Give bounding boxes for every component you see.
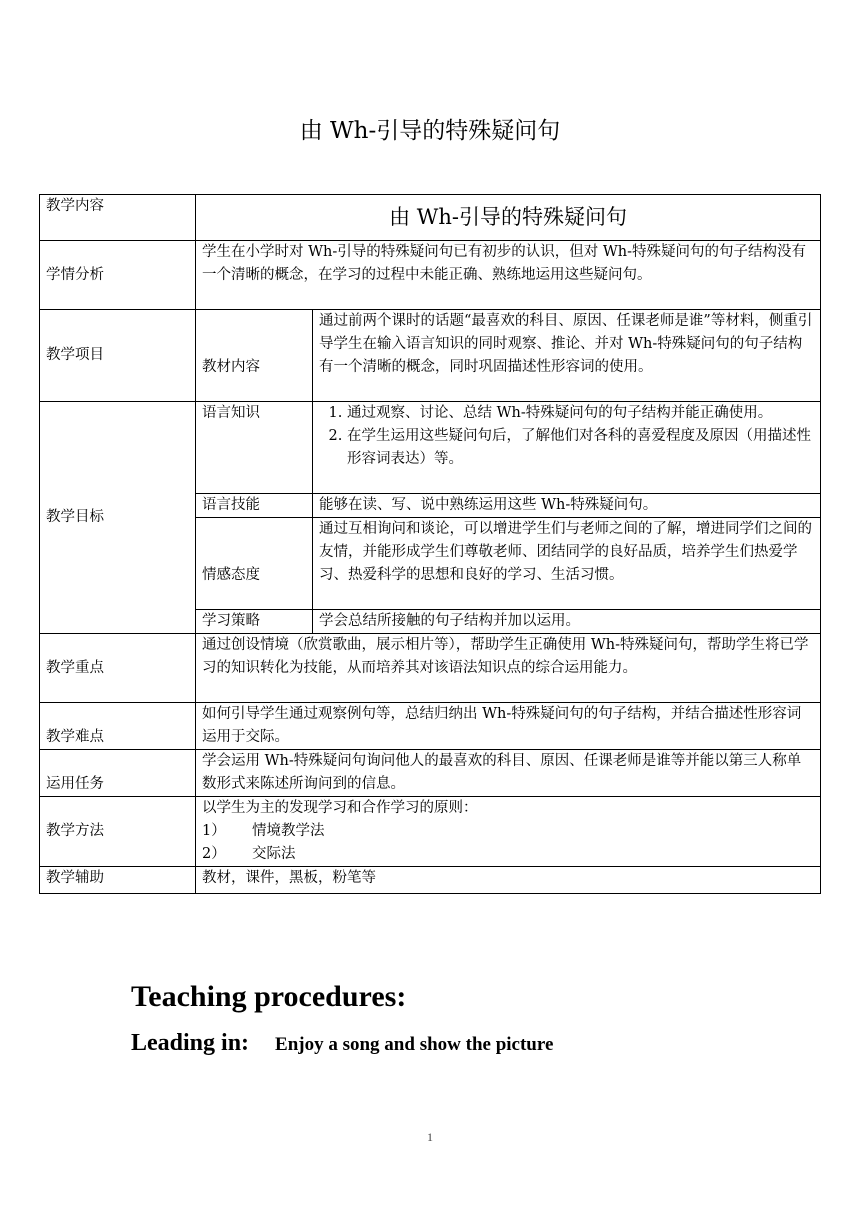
- label-method: 教学方法: [40, 797, 196, 867]
- knowledge-item-2: 2. 在学生运用这些疑问句后，了解他们对各科的喜爱程度及原因（用描述性形容词表达）等。: [347, 425, 814, 471]
- label-analysis: 学情分析: [40, 241, 196, 310]
- row-aids: [40, 867, 821, 894]
- leading-in-label: Leading in:: [131, 1030, 250, 1056]
- method-item-2: [202, 843, 814, 866]
- row-focus: [40, 634, 821, 703]
- label-difficulty: 教学难点: [40, 703, 196, 750]
- row-content: [40, 195, 821, 241]
- row-task: [40, 750, 821, 797]
- value-content: 由 Wh-引导的特殊疑问句: [196, 195, 821, 241]
- label-aids: 教学辅助: [40, 867, 196, 894]
- method-item-1-num: 1）: [202, 823, 226, 839]
- label-goals: 教学目标: [40, 402, 196, 634]
- knowledge-item-1: 1. 通过观察、讨论、总结 Wh-特殊疑问句的句子结构并能正确使用。: [347, 402, 814, 425]
- row-goals-knowledge: [40, 402, 821, 494]
- value-attitude: 通过互相询问和谈论，可以增进学生们与老师之间的了解，增进同学们之间的友情，并能形成学生们尊敬老师、团结同学的良好品质，培养学生们热爱学习、热爱科学的思想和良好的学习、生活习惯。: [313, 518, 821, 610]
- sublabel-strategy: 学习策略: [196, 610, 313, 634]
- leading-in: [131, 1030, 553, 1057]
- value-analysis: 学生在小学时对 Wh-引导的特殊疑问句已有初步的认识，但对 Wh-特殊疑问句的句子结构没有一个清晰的概念，在学习的过程中未能正确、熟练地运用这些疑问句。: [196, 241, 821, 310]
- lesson-plan-table: [39, 194, 821, 894]
- value-method: [196, 797, 821, 867]
- row-project: [40, 310, 821, 402]
- row-difficulty: [40, 703, 821, 750]
- knowledge-list: [319, 402, 814, 471]
- value-aids: 教材，课件，黑板，粉笔等: [196, 867, 821, 894]
- sublabel-attitude: 情感态度: [196, 518, 313, 610]
- value-strategy: 学会总结所接触的句子结构并加以运用。: [313, 610, 821, 634]
- method-item-1-text: 情境教学法: [252, 823, 325, 839]
- method-item-2-num: 2）: [202, 846, 226, 862]
- label-project: 教学项目: [40, 310, 196, 402]
- method-item-2-text: 交际法: [252, 846, 296, 862]
- label-task: 运用任务: [40, 750, 196, 797]
- label-focus: 教学重点: [40, 634, 196, 703]
- sublabel-skills: 语言技能: [196, 494, 313, 518]
- sublabel-knowledge: 语言知识: [196, 402, 313, 494]
- row-analysis: [40, 241, 821, 310]
- row-method: [40, 797, 821, 867]
- label-content: 教学内容: [40, 195, 196, 241]
- value-knowledge: [313, 402, 821, 494]
- value-material: 通过前两个课时的话题“最喜欢的科目、原因、任课老师是谁”等材料，侧重引导学生在输入语言知识的同时观察、推论、并对 Wh-特殊疑问句的句子结构有一个清晰的概念，同时巩固描述性形容词的使用。: [313, 310, 821, 402]
- value-focus: 通过创设情境（欣赏歌曲，展示相片等），帮助学生正确使用 Wh-特殊疑问句，帮助学生将已学习的知识转化为技能，从而培养其对该语法知识点的综合运用能力。: [196, 634, 821, 703]
- value-difficulty: 如何引导学生通过观察例句等，总结归纳出 Wh-特殊疑问句的句子结构，并结合描述性形容词运用于交际。: [196, 703, 821, 750]
- page-number: 1: [427, 1130, 433, 1144]
- method-intro: 以学生为主的发现学习和合作学习的原则：: [202, 800, 478, 816]
- value-skills: 能够在读、写、说中熟练运用这些 Wh-特殊疑问句。: [313, 494, 821, 518]
- method-item-1: [202, 820, 814, 843]
- sublabel-material: 教材内容: [196, 310, 313, 402]
- leading-in-text: Enjoy a song and show the picture: [275, 1034, 554, 1055]
- document-title: 由 Wh-引导的特殊疑问句: [299, 118, 561, 144]
- procedures-heading: Teaching procedures:: [131, 980, 407, 1013]
- value-task: 学会运用 Wh-特殊疑问句询问他人的最喜欢的科目、原因、任课老师是谁等并能以第三人称单数形式来陈述所询问到的信息。: [196, 750, 821, 797]
